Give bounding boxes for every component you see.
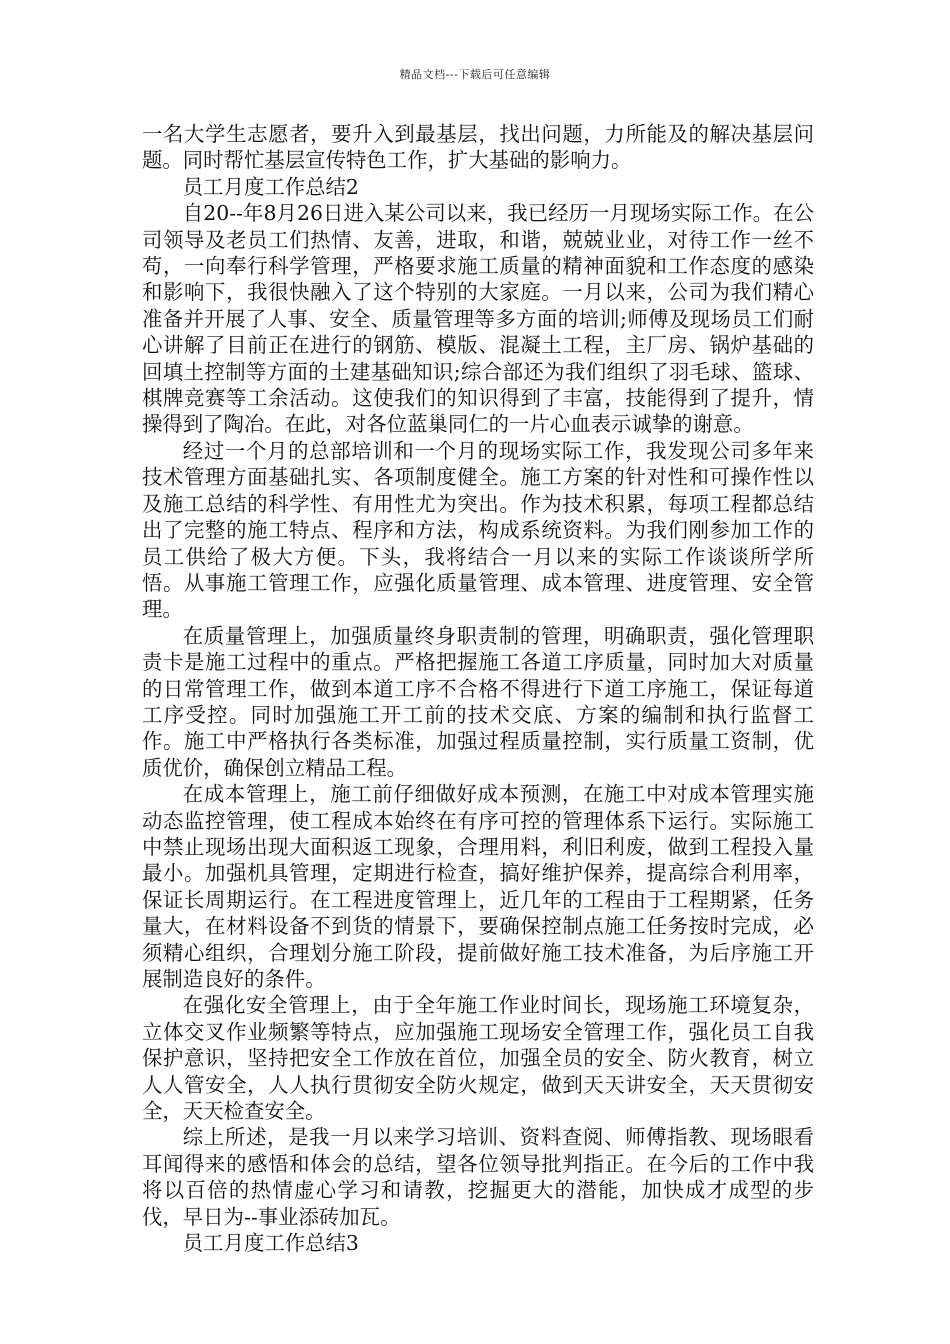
paragraph-safety-management: 在强化安全管理上，由于全年施工作业时间长，现场施工环境复杂，立体交叉作业频繁等特点，应加强施工现场安全管理工作，强化员工自我保护意识，坚持把安全工作放在首位，加强全员的安全、防火教育，树立人人管安全，人人执行贯彻安全防火规定，做到天天讲安全，天天贯彻安全，天天检查安全。 xyxy=(142,993,814,1124)
section-title-3: 员工月度工作总结3 xyxy=(182,1231,359,1256)
paragraph-quality-management: 在质量管理上，加强质量终身职责制的管理，明确职责，强化管理职责卡是施工过程中的重点。严格把握施工各道工序质量，同时加大对质量的日常管理工作，做到本道工序不合格不得进行下道工序施工，保证每道工序受控。同时加强施工开工前的技术交底、方案的编制和执行监督工作。施工中严格执行各类标准，加强过程质量控制，实行质量工资制，优质优价，确保创立精品工程。 xyxy=(142,623,814,780)
paragraph-technical-management: 经过一个月的总部培训和一个月的现场实际工作，我发现公司多年来技术管理方面基础扎实、各项制度健全。施工方案的针对性和可操作性以及施工总结的科学性、有用性尤为突出。作为技术积累，每项工程都总结出了完整的施工特点、程序和方法，构成系统资料。为我们刚参加工作的员工供给了极大方便。下头，我将结合一月以来的实际工作谈谈所学所悟。从事施工管理工作，应强化质量管理、成本管理、进度管理、安全管理。 xyxy=(142,438,814,622)
page-header: 精品文档---下载后可任意编辑 xyxy=(399,68,551,81)
paragraph-continuation: 一名大学生志愿者，要升入到最基层，找出问题，力所能及的解决基层问题。同时帮忙基层宣传特色工作，扩大基础的影响力。 xyxy=(142,122,814,173)
section-title-2: 员工月度工作总结2 xyxy=(182,174,359,199)
paragraph-intro: 自20--年8月26日进入某公司以来，我已经历一月现场实际工作。在公司领导及老员工们热情、友善，进取，和谐，兢兢业业，对待工作一丝不苟，一向奉行科学管理，严格要求施工质量的精神面貌和工作态度的感染和影响下，我很快融入了这个特别的大家庭。一月以来，公司为我们精心准备并开展了人事、安全、质量管理等多方面的培训;师傅及现场员工们耐心讲解了目前正在进行的钢筋、模版、混凝土工程，主厂房、锅炉基础的回填土控制等方面的土建基础知识;综合部还为我们组织了羽毛球、篮球、棋牌竞赛等工余活动。这使我们的知识得到了丰富，技能得到了提升，情操得到了陶冶。在此，对各位蓝巢同仁的一片心血表示诚挚的谢意。 xyxy=(142,201,814,437)
document-body xyxy=(142,121,814,1256)
paragraph-conclusion: 综上所述，是我一月以来学习培训、资料查阅、师傅指教、现场眼看耳闻得来的感悟和体会的总结，望各位领导批判指正。在今后的工作中我将以百倍的热情虚心学习和请教，挖掘更大的潜能，加快成才成型的步伐，早日为--事业添砖加瓦。 xyxy=(142,1125,814,1229)
paragraph-cost-management: 在成本管理上，施工前仔细做好成本预测，在施工中对成本管理实施动态监控管理，使工程成本始终在有序可控的管理体系下运行。实际施工中禁止现场出现大面积返工现象，合理用料，利旧利废，做到工程投入量最小。加强机具管理，定期进行检查，搞好维护保养，提高综合利用率，保证长周期运行。在工程进度管理上，近几年的工程由于工程期紧，任务量大，在材料设备不到货的情景下，要确保控制点施工任务按时完成，必须精心组织，合理划分施工阶段，提前做好施工技术准备，为后序施工开展制造良好的条件。 xyxy=(142,782,814,991)
